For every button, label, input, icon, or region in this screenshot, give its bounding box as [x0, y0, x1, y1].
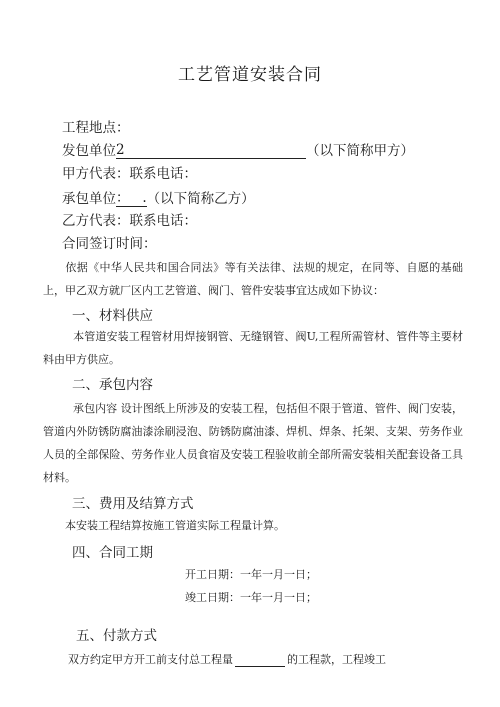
employer-line [62, 139, 414, 159]
section-1-heading: 一、材料供应 [72, 308, 153, 324]
section-3-body [43, 514, 463, 537]
section-5-text-a: 双方约定甲方开工前支付总工程量 [68, 653, 233, 666]
section-5-heading: 五、付款方式 [76, 628, 157, 644]
employer-blank [116, 142, 306, 159]
section-3-text: 本安装工程结算按施工管道实际工程量计算。 [65, 519, 285, 532]
section-3-heading: 三、费用及结算方式 [72, 496, 194, 512]
signing-time: 合同签订时间： [62, 236, 157, 252]
section-5-body [68, 651, 386, 667]
contractor-representative: 乙方代表：联系电话： [62, 213, 197, 229]
contractor-line [62, 186, 255, 207]
section-1-text: 本管道安装工程管材用焊接钢管、无缝钢管、阀U,工程所需管材、管件等主要材料由甲方供应。 [43, 330, 463, 366]
payment-blank [235, 653, 285, 667]
completion-date: 竣工日期：一年一月一日； [185, 591, 317, 604]
project-location: 工程地点： [62, 120, 130, 136]
contractor-label: 承包单位 [62, 191, 116, 207]
employer-value: 2 [116, 142, 125, 158]
section-2-heading: 二、承包内容 [72, 377, 153, 393]
preamble-text: 依据《中华人民共和国合同法》等有关法律、法规的规定，在同等、自愿的基础上，甲乙双方就厂区内工艺管道、阀门、管件安装事宜达成如下协议： [43, 261, 463, 297]
employer-suffix: （以下简称甲方） [306, 143, 414, 159]
document-title: 工艺管道安装合同 [178, 65, 322, 85]
contractor-suffix: （以下简称乙方） [146, 191, 255, 207]
contractor-blank: ： . [116, 186, 147, 207]
start-date: 开工日期：一年一月一日； [185, 568, 317, 581]
section-2-text: 承包内容 设计图纸上所涉及的安装工程，包括但不限于管道、管件、阀门安装，管道内外防锈防腐油漆涂刷浸泡、防锈防腐油漆、焊机、焊条、托架、支架、劳务作业人员的全部保险、劳务作业人员食宿及安装工程验收前全部所需安装相关配套设备工具材料。 [43, 402, 463, 484]
section-5-text-b: 的工程款，工程竣工 [287, 653, 386, 666]
employer-label: 发包单位 [62, 143, 116, 159]
preamble-paragraph [43, 256, 463, 302]
section-4-heading: 四、合同工期 [72, 545, 153, 561]
employer-representative: 甲方代表：联系电话： [62, 166, 197, 182]
section-2-body [43, 397, 463, 489]
section-1-body [43, 325, 463, 371]
